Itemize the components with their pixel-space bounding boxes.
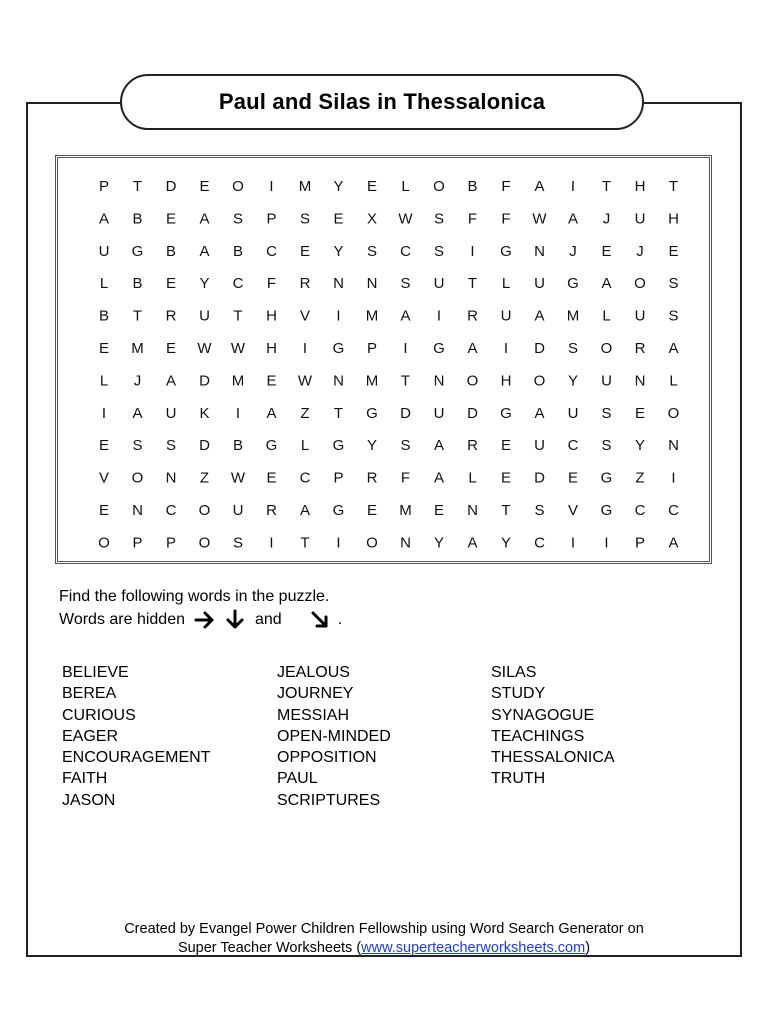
instruction-and: and [255, 611, 282, 628]
grid-letter: P [132, 534, 143, 552]
grid-letter: E [333, 210, 344, 228]
grid-letter: Z [300, 404, 310, 422]
grid-letter: U [232, 502, 244, 519]
grid-letter: Y [333, 242, 344, 260]
grid-letter: B [132, 210, 143, 228]
grid-letter: A [199, 210, 210, 228]
grid-letter: I [336, 307, 341, 325]
grid-letter: I [336, 534, 341, 552]
grid-letter: S [601, 437, 612, 455]
grid-letter: I [403, 340, 408, 357]
word-list-item: EAGER [62, 727, 119, 745]
grid-letter: N [333, 275, 344, 293]
grid-letter: T [233, 307, 243, 325]
grid-letter: G [332, 502, 345, 519]
grid-letter: E [500, 469, 512, 487]
grid-letter: C [634, 502, 646, 519]
grid-letter: I [570, 178, 576, 195]
grid-letter: A [299, 502, 311, 519]
grid-letter: S [165, 437, 177, 455]
grid-letter: T [400, 372, 411, 390]
grid-letter: P [366, 340, 378, 357]
grid-letter: C [400, 242, 411, 260]
grid-letter: Z [199, 469, 210, 487]
grid-letter: H [668, 210, 679, 228]
grid-letter: T [467, 275, 478, 293]
grid-letter: A [668, 340, 679, 357]
word-list-column-1 [62, 662, 210, 811]
grid-letter: J [636, 242, 644, 260]
grid-letter: B [467, 178, 478, 195]
grid-letter: A [534, 178, 545, 195]
grid-letter: W [398, 210, 413, 228]
grid-letter: L [468, 469, 477, 487]
grid-letter: Y [634, 437, 646, 455]
grid-letter: S [366, 242, 378, 260]
grid-letter: O [433, 178, 445, 195]
frame-top-right-edge [642, 102, 742, 104]
footer-prefix: Super Teacher Worksheets ( [177, 940, 362, 956]
footer-suffix: ) [585, 940, 591, 956]
grid-letter: J [602, 210, 611, 228]
grid-letter: M [131, 340, 144, 357]
grid-letter: G [600, 469, 613, 487]
grid-letter: U [601, 372, 612, 390]
grid-letter: O [533, 372, 546, 390]
grid-letter: M [298, 178, 312, 195]
grid-letter: E [165, 275, 177, 293]
grid-letter: B [165, 242, 177, 260]
grid-letter: Z [635, 469, 645, 487]
grid-letter: L [99, 275, 109, 293]
frame-top-left-edge [26, 102, 122, 104]
grid-letter: I [101, 404, 107, 422]
grid-letter: O [366, 534, 378, 552]
grid-letter: E [266, 372, 277, 390]
grid-letter: U [634, 307, 646, 325]
grid-letter: H [266, 307, 277, 325]
grid-letter: D [165, 178, 177, 195]
grid-letter: E [266, 469, 277, 487]
grid-letter: Y [433, 534, 445, 552]
grid-letter: M [365, 307, 379, 325]
grid-letter: R [165, 307, 177, 325]
grid-letter: O [466, 372, 479, 390]
grid-letter: N [165, 469, 177, 487]
grid-letter: E [366, 178, 378, 195]
grid-letter: R [467, 307, 478, 325]
grid-letter: I [235, 404, 241, 422]
word-list-item: SILAS [491, 664, 537, 681]
word-list-item: BELIEVE [62, 664, 129, 681]
word-list-item: TEACHINGS [491, 727, 585, 745]
grid-letter: V [98, 469, 110, 487]
grid-letter: G [433, 340, 445, 357]
grid-letter: H [266, 340, 277, 357]
grid-letter: C [232, 275, 244, 293]
grid-letter: S [299, 210, 311, 228]
grid-letter: U [98, 242, 110, 260]
grid-letter: A [199, 242, 210, 260]
grid-letter: R [299, 275, 311, 293]
grid-letter: N [668, 437, 679, 455]
grid-letter: Y [500, 534, 512, 552]
grid-letter: E [668, 242, 679, 260]
grid-letter: I [503, 340, 509, 357]
grid-letter: W [532, 210, 547, 228]
grid-letter: S [433, 242, 445, 260]
grid-letter: P [634, 534, 646, 552]
grid-letter: S [668, 307, 679, 325]
grid-letter: W [230, 469, 246, 487]
page-title: Paul and Silas in Thessalonica [218, 89, 546, 114]
grid-letter: E [634, 404, 646, 422]
word-list-item: SCRIPTURES [277, 791, 381, 809]
grid-letter: A [400, 307, 411, 325]
grid-letter: J [133, 372, 142, 390]
grid-letter: O [600, 340, 613, 357]
grid-letter: H [634, 178, 646, 195]
grid-letter: I [269, 178, 274, 195]
word-list-item: PAUL [277, 770, 318, 788]
grid-letter: U [165, 404, 177, 422]
grid-letter: Y [567, 372, 579, 390]
grid-letter: E [567, 469, 579, 487]
grid-letter: O [232, 178, 244, 195]
grid-letter: F [266, 275, 277, 293]
grid-letter: S [668, 275, 679, 293]
grid-letter: S [534, 502, 545, 519]
grid-letter: A [467, 340, 478, 357]
grid-letter: I [470, 242, 475, 260]
grid-letter: T [132, 178, 143, 195]
grid-letter: N [366, 275, 378, 293]
grid-letter: E [366, 502, 378, 519]
grid-letter: E [165, 210, 177, 228]
grid-letter: U [433, 404, 445, 422]
grid-letter: A [266, 404, 277, 422]
grid-letter: V [567, 502, 579, 519]
grid-letter: T [668, 178, 679, 195]
grid-letter: I [436, 307, 442, 325]
grid-letter: P [165, 534, 177, 552]
grid-letter: T [132, 307, 143, 325]
grid-letter: F [467, 210, 478, 228]
grid-letter: O [131, 469, 144, 487]
grid-letter: G [332, 437, 345, 455]
word-list-item: SYNAGOGUE [491, 706, 595, 724]
grid-letter: N [534, 242, 545, 260]
grid-letter: U [534, 275, 545, 293]
word-list-item: MESSIAH [277, 706, 350, 724]
grid-letter: X [366, 210, 378, 228]
grid-letter: A [132, 404, 143, 422]
grid-letter: M [231, 372, 245, 390]
title-banner [120, 74, 644, 130]
grid-letter: D [199, 372, 210, 390]
grid-letter: I [302, 340, 308, 357]
grid-letter: N [634, 372, 646, 390]
word-list-item: OPEN-MINDED [277, 727, 391, 745]
word-list-column-3 [491, 662, 615, 790]
grid-letter: I [269, 534, 274, 552]
word-list-item: THESSALONICA [491, 749, 615, 767]
footer-line-1: Created by Evangel Power Children Fellowship using Word Search Generator on [124, 921, 644, 937]
grid-letter: E [165, 340, 177, 357]
grid-letter: D [467, 404, 478, 422]
grid-letter: S [567, 340, 579, 357]
grid-letter: E [299, 242, 311, 260]
footer-credit [30, 920, 738, 958]
grid-letter: B [232, 437, 244, 455]
grid-letter: U [500, 307, 512, 325]
grid-letter: T [333, 404, 344, 422]
grid-letter: R [634, 340, 646, 357]
grid-letter: F [501, 210, 511, 228]
grid-letter: A [165, 372, 177, 390]
grid-letter: P [333, 469, 344, 487]
word-list-item: CURIOUS [62, 706, 136, 724]
grid-letter: G [600, 502, 613, 519]
grid-letter: R [366, 469, 378, 487]
grid-letter: O [198, 534, 211, 552]
grid-letter: P [266, 210, 277, 228]
instruction-line-1: Find the following words in the puzzle. [59, 588, 330, 605]
grid-letter: A [98, 210, 110, 228]
grid-letter: E [433, 502, 445, 519]
grid-letter: S [232, 534, 244, 552]
grid-letter: S [601, 404, 612, 422]
grid-letter: C [567, 437, 579, 455]
arrow-right-icon [193, 609, 217, 631]
arrow-down-right-icon [308, 609, 332, 631]
grid-letter: L [401, 178, 410, 195]
grid-letter: E [500, 437, 512, 455]
grid-letter: Y [366, 437, 378, 455]
grid-letter: C [165, 502, 177, 519]
grid-letter: A [668, 534, 679, 552]
instruction-end: . [337, 611, 343, 628]
grid-letter: F [501, 178, 511, 195]
grid-letter: N [400, 534, 411, 552]
grid-letter: D [534, 469, 545, 487]
letter-grid-svg [58, 158, 709, 561]
grid-letter: D [199, 437, 210, 455]
grid-letter: G [265, 437, 278, 455]
grid-letter: E [98, 502, 110, 519]
word-list-item: JOURNEY [277, 685, 354, 703]
grid-letter: U [634, 210, 646, 228]
grid-letter: K [199, 404, 210, 422]
worksheets-link[interactable]: www.superteacherworksheets.com [361, 940, 586, 956]
grid-letter: O [634, 275, 646, 293]
grid-letter: L [99, 372, 109, 390]
grid-letter: U [534, 437, 545, 455]
instruction-prefix: Words are hidden [59, 611, 185, 628]
grid-letter: A [601, 275, 612, 293]
grid-letter: S [433, 210, 445, 228]
grid-letter: E [601, 242, 612, 260]
grid-letter: H [500, 372, 512, 390]
grid-letter: L [602, 307, 611, 325]
grid-letter: I [570, 534, 576, 552]
grid-letter: N [433, 372, 445, 390]
grid-letter: C [266, 242, 277, 260]
grid-letter: S [400, 437, 411, 455]
grid-letter: N [467, 502, 478, 519]
word-list-item: JASON [62, 791, 116, 809]
grid-letter: W [197, 340, 212, 357]
word-list-item: OPPOSITION [277, 749, 377, 767]
grid-letter: O [198, 502, 211, 519]
grid-letter: C [299, 469, 311, 487]
grid-letter: A [534, 404, 545, 422]
grid-letter: A [534, 307, 545, 325]
grid-letter: L [501, 275, 511, 293]
grid-letter: C [534, 534, 545, 552]
grid-letter: W [230, 340, 246, 357]
grid-letter: S [400, 275, 411, 293]
grid-letter: R [266, 502, 277, 519]
grid-letter: W [297, 372, 313, 390]
grid-letter: S [232, 210, 244, 228]
grid-letter: A [433, 437, 445, 455]
grid-letter: E [199, 178, 210, 195]
grid-letter: N [132, 502, 143, 519]
grid-letter: U [199, 307, 210, 325]
word-list-item: FAITH [62, 770, 108, 788]
grid-letter: B [132, 275, 143, 293]
grid-letter: T [300, 534, 310, 552]
grid-letter: M [566, 307, 580, 325]
grid-letter: U [433, 275, 445, 293]
word-list-item: BEREA [62, 685, 117, 703]
grid-letter: O [667, 404, 680, 422]
grid-letter: G [500, 404, 512, 422]
word-list-item: TRUTH [491, 770, 546, 788]
grid-letter: M [365, 372, 379, 390]
footer-line-2 [30, 939, 738, 958]
grid-letter: V [299, 307, 311, 325]
grid-letter: E [98, 437, 110, 455]
grid-letter: J [569, 242, 577, 260]
grid-letter: U [567, 404, 579, 422]
grid-letter: T [501, 502, 511, 519]
grid-letter: M [399, 502, 412, 519]
word-list-item: JEALOUS [277, 664, 350, 681]
grid-letter: Y [333, 178, 344, 195]
grid-letter: A [467, 534, 478, 552]
word-list-item: STUDY [491, 685, 546, 703]
word-list-column-2 [277, 662, 391, 811]
word-list-item: ENCOURAGEMENT [62, 749, 211, 767]
grid-letter: G [500, 242, 512, 260]
grid-letter: P [98, 178, 110, 195]
grid-letter: G [366, 404, 378, 422]
instruction-line-2 [59, 609, 342, 631]
grid-letter: O [98, 534, 110, 552]
grid-letter: T [601, 178, 612, 195]
grid-letter: A [567, 210, 579, 228]
grid-letter: R [467, 437, 478, 455]
grid-letter: I [604, 534, 609, 552]
grid-letter: Y [199, 275, 210, 293]
grid-letter: S [132, 437, 143, 455]
grid-letter: D [534, 340, 545, 357]
grid-letter: E [98, 340, 110, 357]
grid-letter: G [131, 242, 144, 260]
grid-letter: G [567, 275, 579, 293]
grid-letter: N [333, 372, 344, 390]
word-search-grid [55, 155, 712, 564]
grid-letter: L [669, 372, 678, 390]
grid-letter: B [98, 307, 110, 325]
grid-letter: F [400, 469, 411, 487]
arrow-down-icon [223, 609, 247, 631]
grid-letter: L [300, 437, 310, 455]
grid-letter: I [671, 469, 676, 487]
grid-letter: C [668, 502, 679, 519]
grid-letter: G [332, 340, 345, 357]
grid-letter: D [400, 404, 411, 422]
grid-letter: B [232, 242, 244, 260]
grid-letter: A [433, 469, 445, 487]
